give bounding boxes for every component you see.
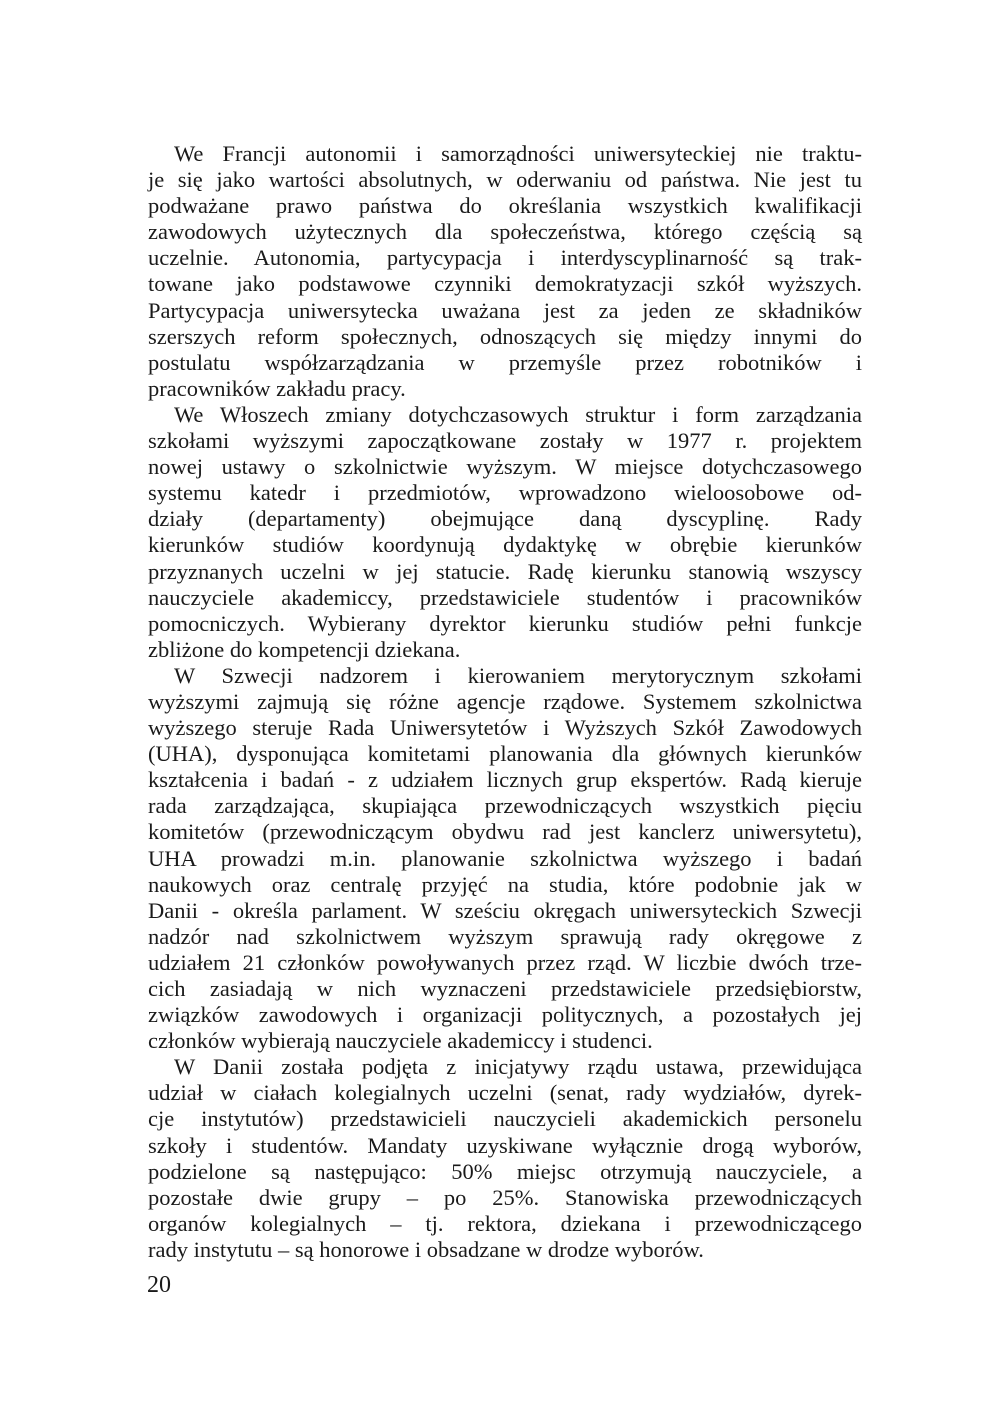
text-line: systemu katedr i przedmiotów, wprowadzono wieloosobowe od- [148,480,862,506]
text-line: W Danii została podjęta z inicjatywy rządu ustawa, przewidująca [174,1054,862,1080]
text-line: pozostałe dwie grupy – po 25%. Stanowiska przewodniczących [148,1184,862,1210]
page-number: 20 [147,1272,171,1298]
text-line: pomocniczych. Wybierany dyrektor kierunku studiów pełni funkcje [148,610,862,636]
text-line: podważane prawo państwa do określania wszystkich kwalifikacji [148,193,862,219]
text-line: nauczyciele akademiccy, przedstawiciele studentów i pracowników [148,584,862,610]
text-line: rada zarządzająca, skupiająca przewodniczących wszystkich pięciu [148,793,862,819]
text-line: nadzór nad szkolnictwem wyższym sprawują rady okręgowe z [148,923,862,949]
text-line: związków zawodowych i organizacji politycznych, a pozostałych jej [148,1002,862,1028]
text-line: UHA prowadzi m.in. planowanie szkolnictwa wyższego i badań [148,845,862,871]
text-line: W Szwecji nadzorem i kierowaniem merytorycznym szkołami [174,662,862,688]
text-line: uczelnie. Autonomia, partycypacja i interdyscyplinarność są trak- [148,245,862,271]
text-line: zbliżone do kompetencji dziekana. [148,636,461,662]
text-line: kierunków studiów koordynują dydaktykę w obrębie kierunków [148,532,862,558]
text-line: (UHA), dysponująca komitetami planowania dla głównych kierunków [148,741,862,767]
text-line: szerszych reform społecznych, odnoszących się między innymi do [148,323,862,349]
text-line: cich zasiadają w nich wyznaczeni przedstawiciele przedsiębiorstw, [148,976,862,1001]
text-line: udziałem 21 członków powoływanych przez rząd. W liczbie dwóch trze- [148,949,862,975]
text-line: organów kolegialnych – tj. rektora, dziekana i przewodniczącego [148,1210,862,1236]
paragraph-france [148,141,862,402]
text-line: je się jako wartości absolutnych, w oderwaniu od państwa. Nie jest tu [148,167,862,193]
text-line: pracowników zakładu pracy. [148,375,406,401]
text-line: szkoły i studentów. Mandaty uzyskiwane wyłącznie drogą wyborów, [148,1132,862,1158]
text-line: szkołami wyższymi zapoczątkowane zostały w 1977 r. projektem [148,428,862,454]
text-line: komitetów (przewodniczącym obydwu rad jest kanclerz uniwersytetu), [148,819,862,845]
text-line: Partycypacja uniwersytecka uważana jest za jeden ze składników [148,297,862,323]
text-line: udział w ciałach kolegialnych uczelni (senat, rady wydziałów, dyrek- [148,1080,862,1106]
paragraph-italy [148,402,862,663]
text-line: We Francji autonomii i samorządności uniwersyteckiej nie traktu- [174,141,862,166]
text-line: działy (departamenty) obejmujące daną dyscyplinę. Rady [148,506,862,532]
text-line: nowej ustawy o szkolnictwie wyższym. W miejsce dotychczasowego [148,454,862,480]
paragraph-sweden [148,663,862,1054]
text-line: kształcenia i badań - z udziałem licznych grup ekspertów. Radą kieruje [148,767,862,793]
text-line: zawodowych użytecznych dla społeczeństwa, którego częścią są [148,219,862,245]
paragraph-denmark [148,1054,862,1263]
page-body [148,141,862,1263]
text-line: przyznanych uczelni w jej statucie. Radę kierunku stanowią wszyscy [148,558,862,584]
text-line: towane jako podstawowe czynniki demokratyzacji szkół wyższych. [148,271,862,297]
text-line: rady instytutu – są honorowe i obsadzane w drodze wyborów. [148,1236,704,1262]
text-line: wyższymi zajmują się różne agencje rządowe. Systemem szkolnictwa [148,688,862,714]
text-line: naukowych oraz centralę przyjęć na studia, które podobnie jak w [148,871,862,897]
text-line: wyższego steruje Rada Uniwersytetów i Wyższych Szkół Zawodowych [148,715,862,741]
text-line: członków wybierają nauczyciele akademiccy i studenci. [148,1028,653,1054]
text-line: We Włoszech zmiany dotychczasowych struktur i form zarządzania [174,401,862,427]
text-line: cje instytutów) przedstawicieli nauczycieli akademickich personelu [148,1106,862,1132]
text-line: podzielone są następująco: 50% miejsc otrzymują nauczyciele, a [148,1158,862,1184]
text-line: Danii - określa parlament. W sześciu okręgach uniwersyteckich Szwecji [148,897,862,923]
text-line: postulatu współzarządzania w przemyśle przez robotników i [148,349,862,375]
